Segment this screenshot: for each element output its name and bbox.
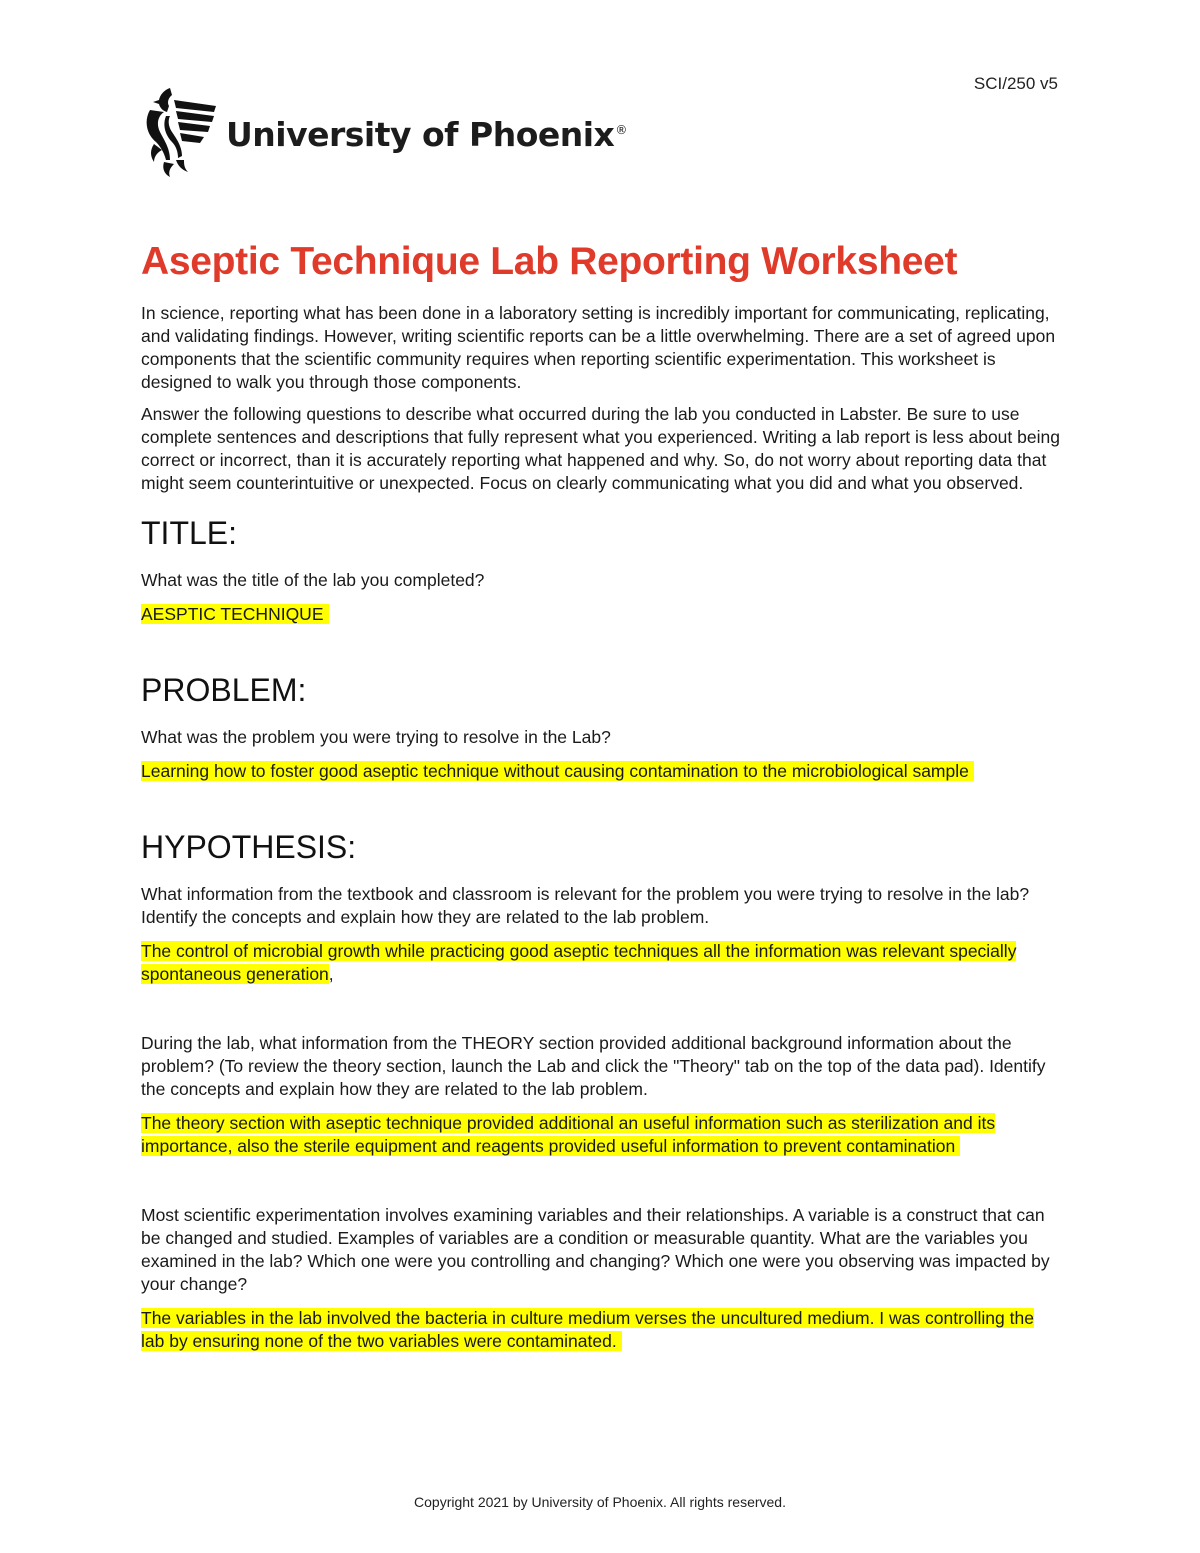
answer-title: AESPTIC TECHNIQUE: [141, 603, 1061, 626]
intro-paragraph-1: In science, reporting what has been done in a laboratory setting is incredibly important for communicating, replicating, and validating findings. However, writing scientific reports can be a little overwhelming. There are a set of agreed upon components that the scientific community requires when reporting scientific experimentation. This worksheet is designed to walk you through those components.: [141, 303, 1056, 392]
course-code: SCI/250 v5: [973, 74, 1058, 93]
worksheet-title: Aseptic Technique Lab Reporting Worksheet: [141, 240, 958, 283]
section-heading-title: TITLE:: [141, 515, 238, 551]
answer-variables: The variables in the lab involved the bacteria in culture medium verses the uncultured medium. I was controlling the lab by ensuring none of the two variables were contaminated.: [141, 1308, 1034, 1351]
section-heading-hypothesis: HYPOTHESIS:: [141, 829, 357, 865]
section-hypothesis: [141, 827, 1061, 1353]
section-title: [141, 513, 1061, 626]
section-problem: [141, 670, 1061, 783]
question-textbook-info: What information from the textbook and classroom is relevant for the problem you were trying to resolve in the lab? Identify the concepts and explain how they are related to the lab problem.: [141, 884, 1030, 927]
logo-wordmark: University of Phoenix®: [226, 114, 627, 154]
question-problem: What was the problem you were trying to resolve in the Lab?: [141, 727, 611, 747]
copyright-footer: Copyright 2021 by University of Phoenix. All rights reserved.: [414, 1494, 786, 1510]
answer-theory-section: The theory section with aseptic technique provided additional an useful information such as sterilization and its importance, also the sterile equipment and reagents provided useful information to prevent contamination: [141, 1113, 996, 1156]
worksheet-body: [141, 238, 1061, 1353]
answer-problem: Learning how to foster good aseptic technique without causing contamination to the microbiological sample: [141, 760, 1061, 783]
intro-paragraph-2: Answer the following questions to describe what occurred during the lab you conducted in Labster. Be sure to use complete sentences and descriptions that fully represent what you experienced. Writing a lab report is less about being correct or incorrect, than it is accurately reporting what happened and why. So, do not worry about reporting data that might seem counterintuitive or unexpected. Focus on clearly communicating what you did and what you observed.: [141, 404, 1060, 493]
question-variables: Most scientific experimentation involves examining variables and their relationships. A variable is a construct that can be changed and studied. Examples of variables are a condition or measurable quantity. What are the variables you examined in the lab? Which one were you controlling and changing? Which one were you observing was impacted by your change?: [141, 1205, 1050, 1294]
answer-textbook-info: The control of microbial growth while practicing good aseptic techniques all the information was relevant specially spontaneous generation,: [141, 941, 1017, 984]
university-logo: [140, 86, 627, 178]
section-heading-problem: PROBLEM:: [141, 672, 307, 708]
phoenix-bird-icon: [140, 86, 220, 178]
question-theory-section: During the lab, what information from the THEORY section provided additional background information about the problem? (To review the theory section, launch the Lab and click the "Theory" tab on the top of the data pad). Identify the concepts and explain how they are related to the lab problem.: [141, 1033, 1046, 1099]
question-title: What was the title of the lab you completed?: [141, 570, 485, 590]
